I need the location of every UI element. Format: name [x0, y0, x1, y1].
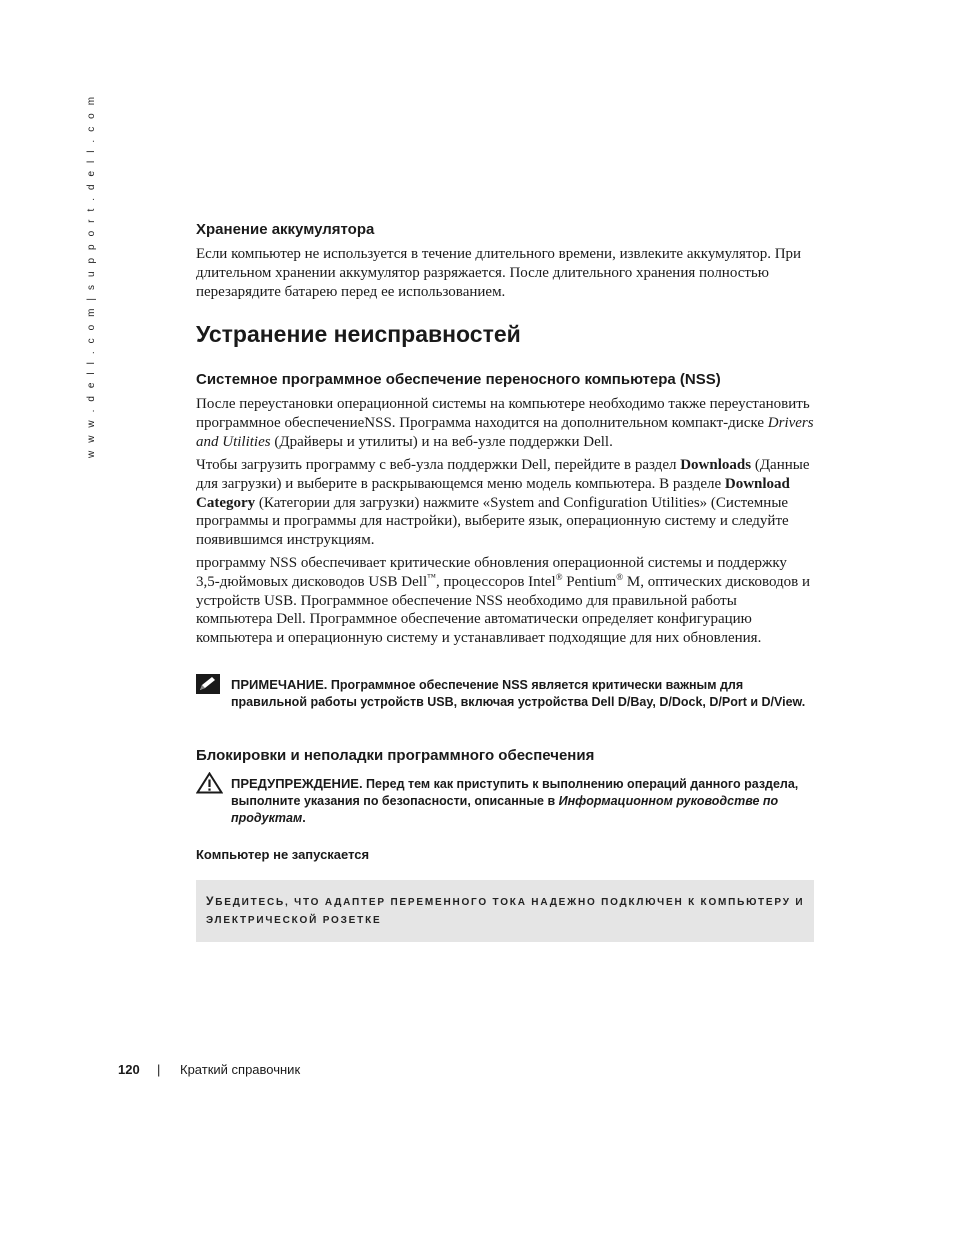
- note-pencil-icon: [196, 674, 220, 694]
- nss-paragraph-1: После переустановки операционной системы на компьютере необходимо также переустановить программное обеспечениеNSS. Программа находится на дополнительном компакт-диске Drivers and Utilities (Драйверы и утилиты) и на веб-узле поддержки Dell.: [196, 396, 814, 450]
- battery-paragraph: Если компьютер не используется в течение длительного времени, извлеките аккумулятор. При длительном хранении аккумулятор разряжается. После длительного хранения полностью перезарядите батарею перед ее использованием.: [196, 246, 802, 300]
- footer-separator: |: [157, 1062, 161, 1077]
- lockups-heading: Блокировки и неполадки программного обеспечения: [196, 747, 595, 764]
- nss-paragraph-3: программу NSS обеспечивает критические обновления операционной системы и поддержку 3,5-дюймовых дисководов USB Dell™, процессоров Intel® Pentium® M, оптических дисководов и устройств USB. Программное обеспечение NSS необходимо для правильной работы компьютера Dell. Программное обеспечение автоматически определяет конфигурацию компьютера и операционную систему и устанавливает подходящие для них обновления.: [196, 555, 811, 647]
- no-start-heading: Компьютер не запускается: [196, 847, 370, 862]
- footer-title: Краткий справочник: [180, 1062, 301, 1077]
- page-number: 120: [118, 1062, 140, 1077]
- procedure-box: [196, 880, 814, 942]
- caution-triangle-icon: [196, 772, 223, 794]
- battery-heading: Хранение аккумулятора: [196, 221, 375, 238]
- troubleshooting-heading: Устранение неисправностей: [196, 321, 521, 347]
- nss-paragraph-2: Чтобы загрузить программу с веб-узла поддержки Dell, перейдите в раздел Downloads (Данные для загрузки) и выберите в раскрывающемся меню модель компьютера. В разделе Download Category (Категории для загрузки) нажмите «System and Configuration Utilities» (Системные программы и программы для настройки), выберите язык, операционную систему и следуйте появившимся инструкциям.: [196, 457, 810, 549]
- procedure-text: УБЕДИТЕСЬ, ЧТО АДАПТЕР ПЕРЕМЕННОГО ТОКА НАДЕЖНО ПОДКЛЮЧЕН К КОМПЬЮТЕРУ И ЭЛЕКТРИЧЕСКОЙ РОЗЕТКЕ: [206, 894, 805, 926]
- nss-heading: Системное программное обеспечение переносного компьютера (NSS): [196, 371, 721, 388]
- caution-block: ПРЕДУПРЕЖДЕНИЕ. Перед тем как приступить к выполнению операций данного раздела, выполните указания по безопасности, описанные в Информационном руководстве по продуктам.: [231, 776, 799, 825]
- note-block: ПРИМЕЧАНИЕ. Программное обеспечение NSS является критически важным для правильной работы устройств USB, включая устройства Dell D/Bay, D/Dock, D/Port и D/View.: [231, 677, 806, 709]
- side-url: w w w . d e l l . c o m | s u p p o r t . d e l l . c o m: [86, 94, 97, 458]
